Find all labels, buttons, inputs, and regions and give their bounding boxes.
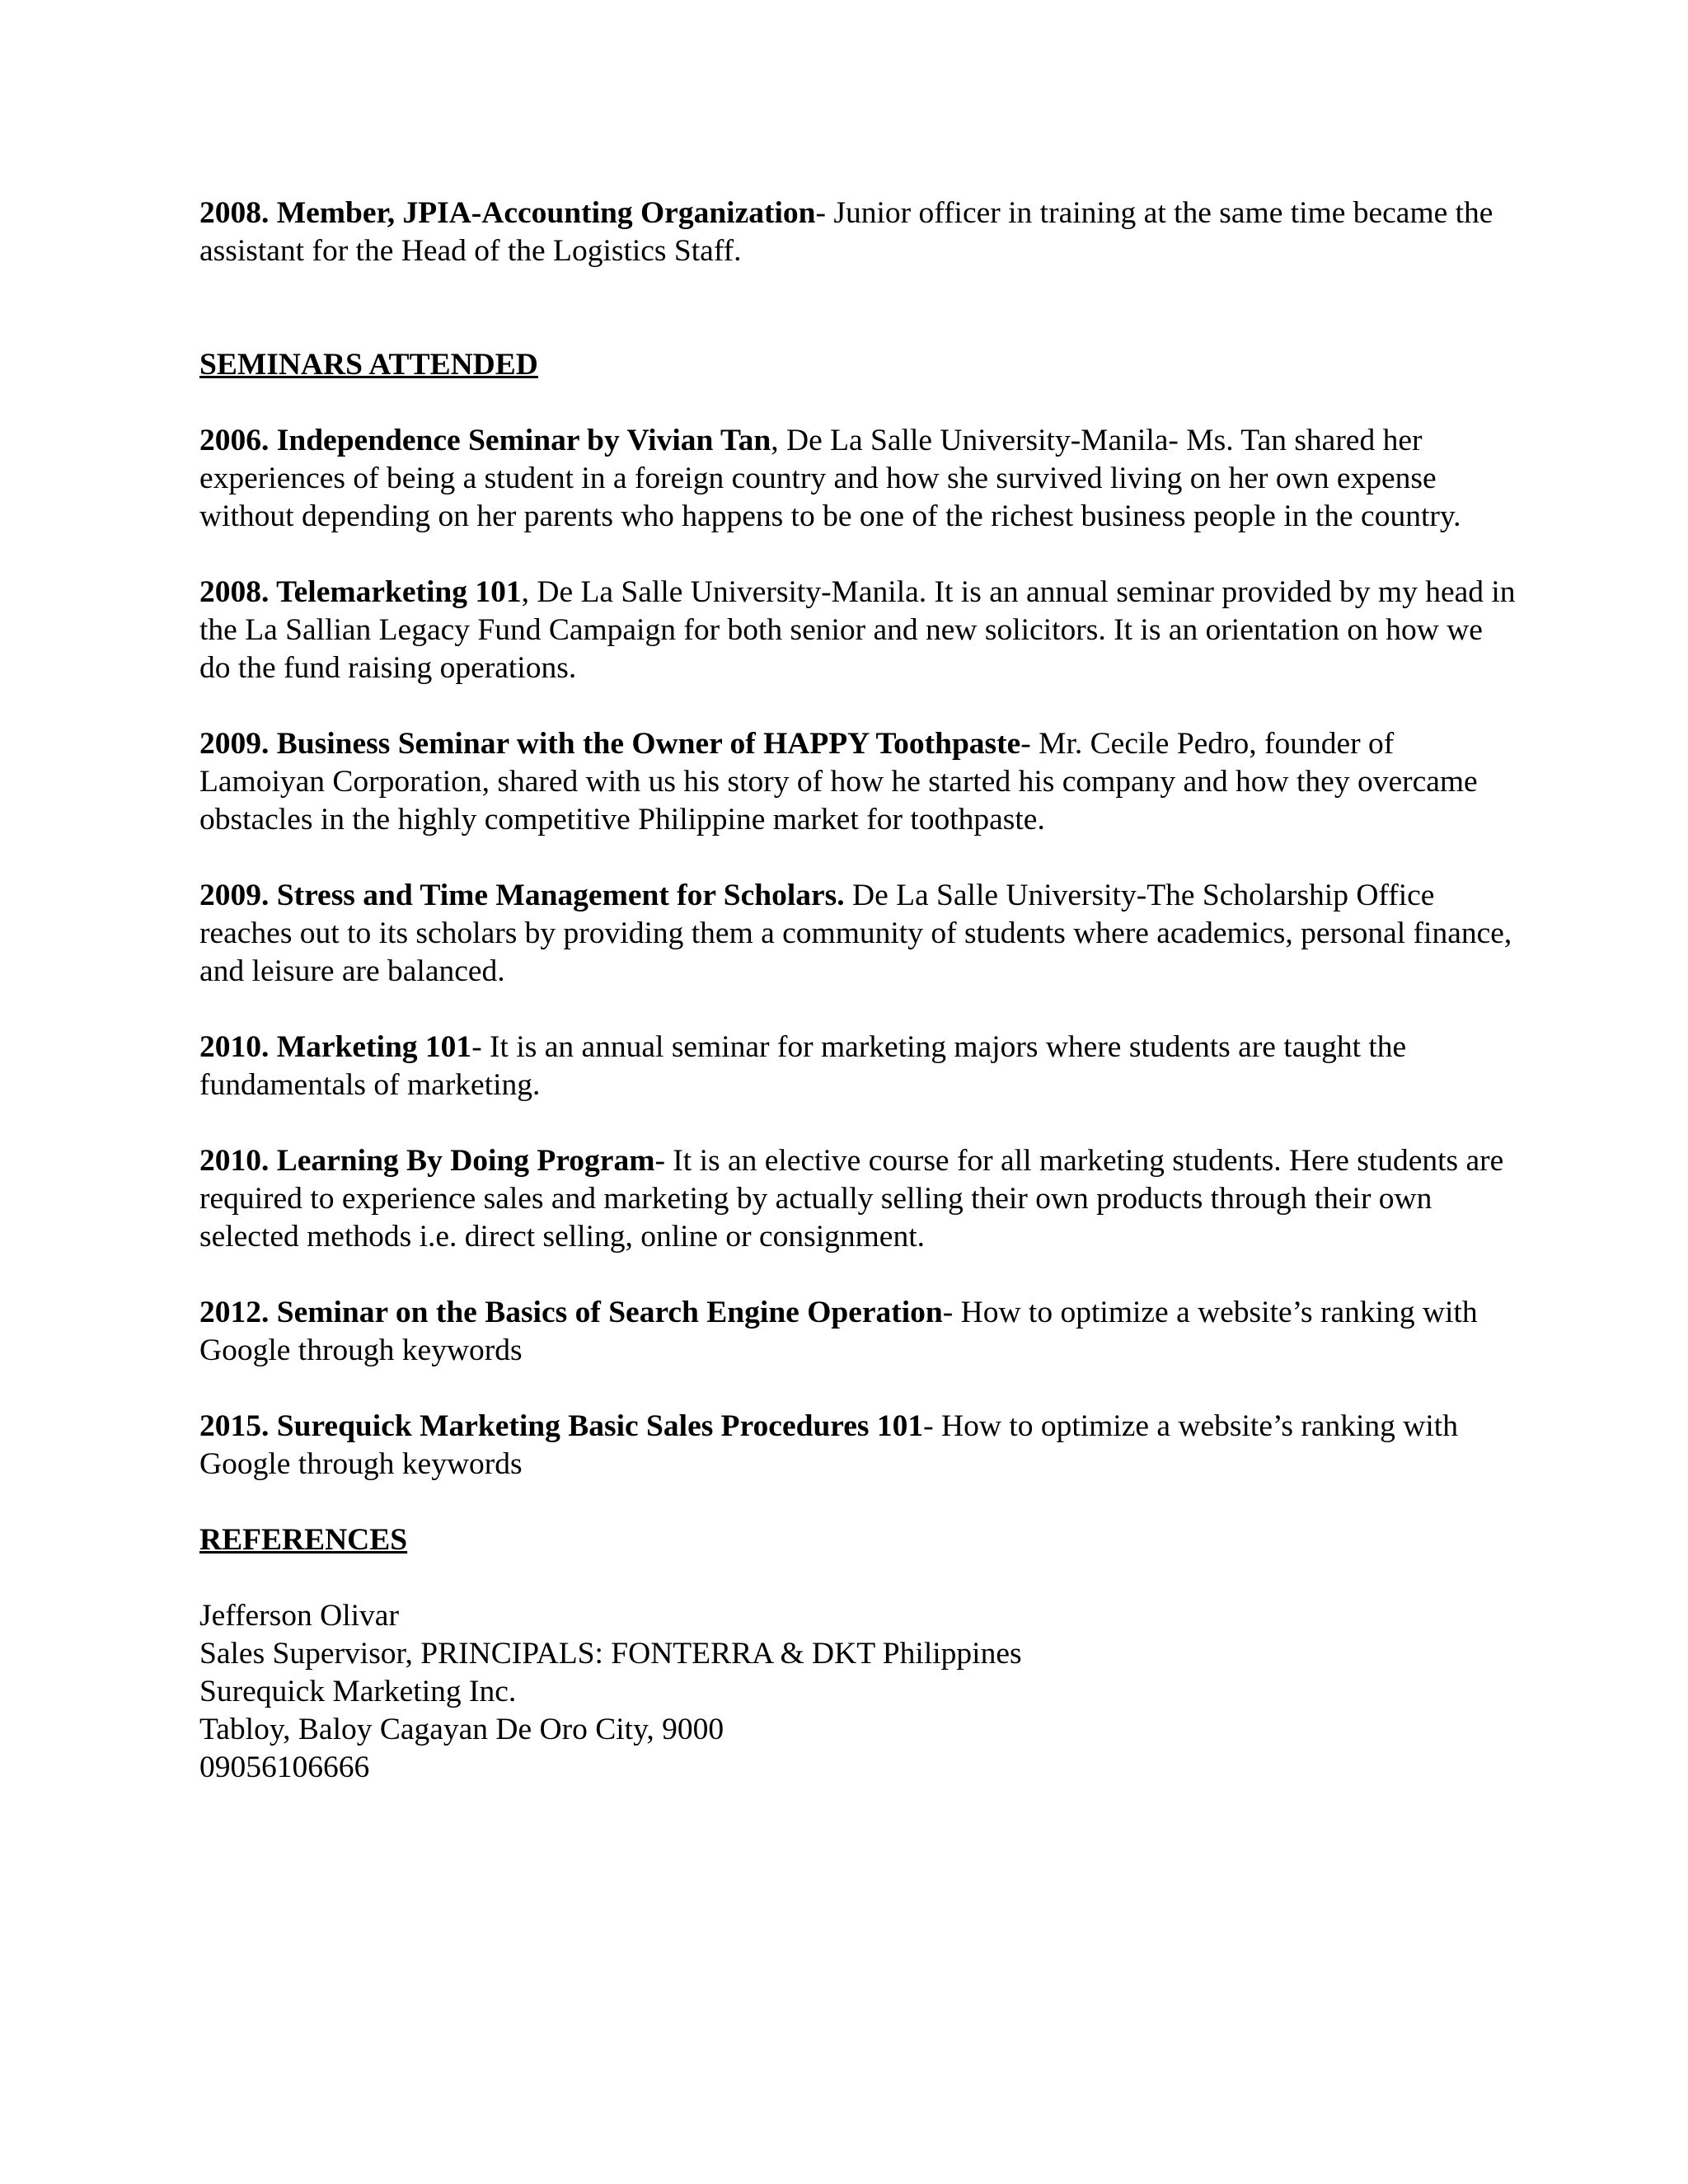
- entry-description: - It is an annual seminar for marketing majors where students are taught the fundamentals of marketing.: [199, 1030, 1407, 1102]
- entry-description: De La Salle University-The Scholarship Office reaches out to its scholars by providing them a community of students where academics, personal finance, and leisure are balanced.: [199, 879, 1512, 988]
- entry-title: 2010. Learning By Doing Program: [199, 1144, 655, 1178]
- seminar-entry: [199, 574, 1518, 687]
- seminar-entry: [199, 1294, 1518, 1370]
- reference-phone: 09056106666: [199, 1750, 370, 1784]
- reference-name: Jefferson Olivar: [199, 1599, 399, 1633]
- seminar-entry: [199, 725, 1518, 839]
- reference-block: [199, 1597, 1518, 1787]
- seminars-heading: SEMINARS ATTENDED: [199, 348, 538, 382]
- entry-title: 2008. Member, JPIA-Accounting Organization: [199, 196, 816, 230]
- entry-description: - Mr. Cecile Pedro, founder of Lamoiyan Corporation, shared with us his story of how he started his company and how they overcame obstacles in the highly competitive Philippine market for toothpaste.: [199, 727, 1478, 837]
- seminar-entry: [199, 422, 1518, 536]
- seminar-entry: [199, 1408, 1518, 1483]
- reference-address: Tabloy, Baloy Cagayan De Oro City, 9000: [199, 1713, 724, 1746]
- seminar-entry: [199, 877, 1518, 991]
- entry-description: - How to optimize a website’s ranking with Google through keywords: [199, 1409, 1458, 1481]
- entry-title: 2012. Seminar on the Basics of Search Engine Operation: [199, 1296, 943, 1329]
- entry-title: 2015. Surequick Marketing Basic Sales Procedures 101: [199, 1409, 924, 1443]
- entry-title: 2010. Marketing 101: [199, 1030, 472, 1064]
- seminar-entry: [199, 1142, 1518, 1256]
- entry-title: 2009. Stress and Time Management for Scholars.: [199, 879, 845, 912]
- organization-entry: [199, 194, 1518, 270]
- reference-position: Sales Supervisor, PRINCIPALS: FONTERRA & DKT Philippines: [199, 1637, 1022, 1671]
- entry-description: , De La Salle University-Manila- Ms. Tan shared her experiences of being a student in a foreign country and how she survived living on her own expense without depending on her parents who happens to be one of the richest business people in the country.: [199, 424, 1461, 533]
- entry-title: 2009. Business Seminar with the Owner of HAPPY Toothpaste: [199, 727, 1021, 761]
- entry-description: - How to optimize a website’s ranking with Google through keywords: [199, 1296, 1478, 1367]
- entry-description: - It is an elective course for all marketing students. Here students are required to experience sales and marketing by actually selling their own products through their own selected methods i.e. direct selling, online or consignment.: [199, 1144, 1504, 1254]
- reference-company: Surequick Marketing Inc.: [199, 1675, 517, 1708]
- references-heading: REFERENCES: [199, 1523, 408, 1557]
- seminar-entry: [199, 1029, 1518, 1104]
- entry-title: 2006. Independence Seminar by Vivian Tan: [199, 424, 771, 457]
- entry-title: 2008. Telemarketing 101: [199, 575, 522, 609]
- entry-description: - Junior officer in training at the same time became the assistant for the Head of the Logistics Staff.: [199, 196, 1493, 268]
- entry-description: , De La Salle University-Manila. It is an annual seminar provided by my head in the La Sallian Legacy Fund Campaign for both senior and new solicitors. It is an orientation on how we do the fund raising operations.: [199, 575, 1516, 685]
- resume-document: [199, 194, 1518, 1787]
